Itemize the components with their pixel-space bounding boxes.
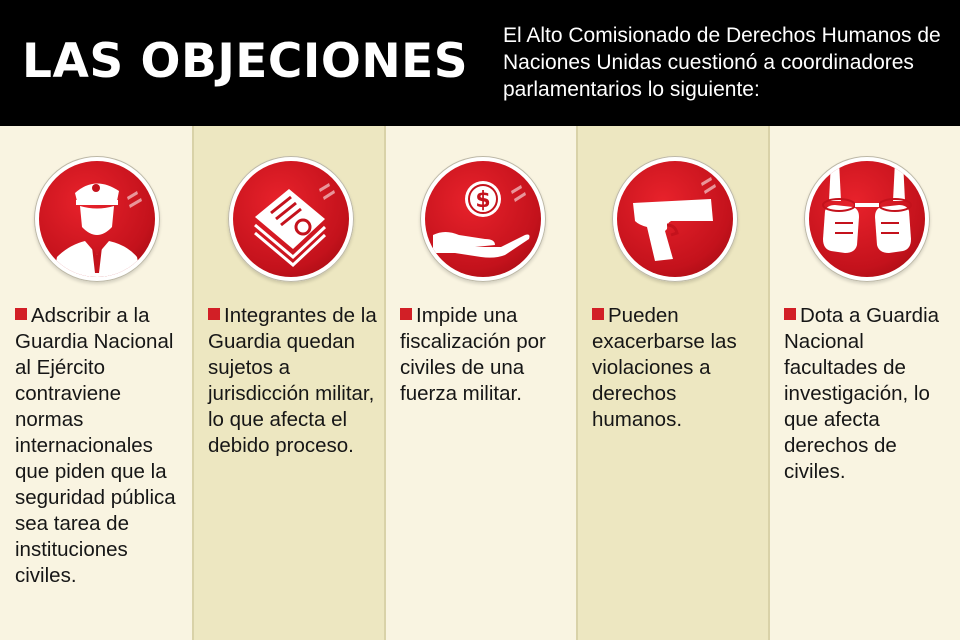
objection-text: Impide una fiscalización por civiles de una fuerza militar. bbox=[400, 304, 546, 405]
documents-icon bbox=[233, 161, 349, 277]
page-title: LAS OBJECIONES bbox=[22, 34, 469, 89]
bullet-marker bbox=[784, 308, 796, 320]
objection-text: Dota a Guardia Nacional facultades de investigación, lo que afecta derechos de civiles. bbox=[784, 304, 940, 483]
bullet-marker bbox=[15, 308, 27, 320]
svg-text:$: $ bbox=[475, 188, 491, 213]
objections-grid bbox=[0, 126, 960, 640]
objection-text: Adscribir a la Guardia Nacional al Ejército contraviene normas internacionales que piden que la seguridad pública sea tarea de instituciones civiles. bbox=[15, 304, 176, 587]
objection-icon-medallion bbox=[228, 156, 354, 282]
objection-icon-medallion bbox=[804, 156, 930, 282]
objection-card-4 bbox=[576, 126, 768, 640]
bullet-marker bbox=[592, 308, 604, 320]
bullet-marker bbox=[208, 308, 220, 320]
objection-icon-medallion bbox=[612, 156, 738, 282]
objection-card-5 bbox=[768, 126, 960, 640]
handcuffs-icon bbox=[809, 161, 925, 277]
money-hand-icon bbox=[425, 161, 541, 277]
objection-icon-medallion bbox=[420, 156, 546, 282]
soldier-icon bbox=[39, 161, 155, 277]
objection-card-3 bbox=[384, 126, 576, 640]
objection-icon-medallion bbox=[34, 156, 160, 282]
header-banner bbox=[0, 0, 960, 126]
objection-card-2 bbox=[192, 126, 384, 640]
bullet-marker bbox=[400, 308, 412, 320]
objection-text: Pueden exacerbarse las violaciones a derechos humanos. bbox=[592, 304, 737, 431]
pistol-icon bbox=[617, 161, 733, 277]
objection-card-1 bbox=[0, 126, 192, 640]
objection-text: Integrantes de la Guardia quedan sujetos a jurisdicción militar, lo que afecta el debido proceso. bbox=[208, 304, 377, 457]
intro-text: El Alto Comisionado de Derechos Humanos de Naciones Unidas cuestionó a coordinadores parlamentarios lo siguiente: bbox=[503, 24, 941, 101]
